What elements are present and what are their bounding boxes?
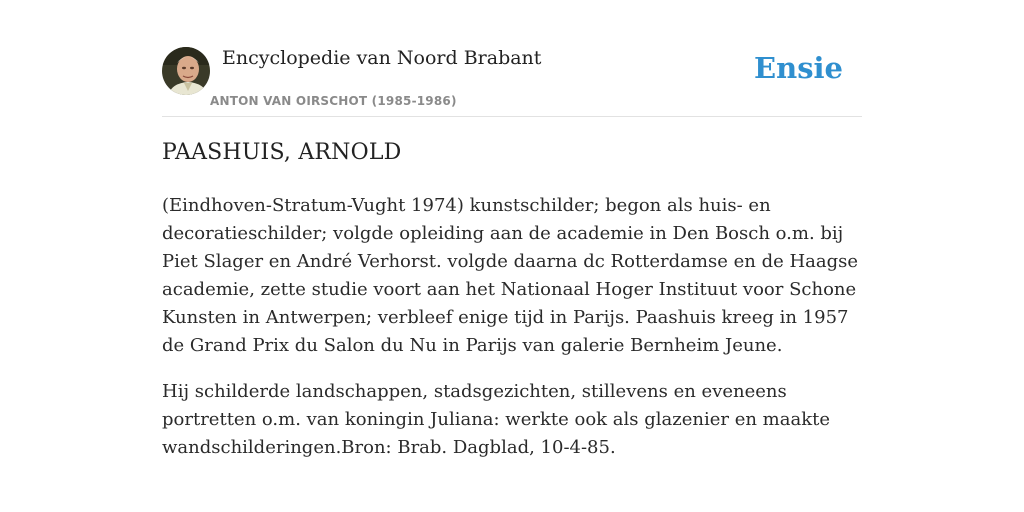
entry-paragraph: (Eindhoven-Stratum-Vught 1974) kunstschilder; begon als huis- en decoratieschilder; volgde opleiding aan de academie in Den Bosch o.m. bij Piet Slager en André Verhorst. volgde daarna dc Rotterdamse en de Haagse academie, zette studie voort aan het Nationaal Hoger Instituut voor Schone Kunsten in Antwerpen; verbleef enige tijd in Parijs. Paashuis kreeg in 1957 de Grand Prix du Salon du Nu in Parijs van galerie Bernheim Jeune. <box>162 195 859 356</box>
brand-logo[interactable]: Ensie <box>754 51 843 85</box>
author-portrait-icon <box>162 47 210 95</box>
entry-title: PAASHUIS, ARNOLD <box>162 140 402 165</box>
book-title[interactable]: Encyclopedie van Noord Brabant <box>222 47 542 69</box>
author-credit: ANTON VAN OIRSCHOT (1985-1986) <box>210 94 457 108</box>
entry-paragraph: Hij schilderde landschappen, stadsgezichten, stillevens en eveneens portretten o.m. van koningin Juliana: werkte ook als glazenier en maakte wandschilderingen.Bron: Brab. Dagblad, 10-4-85. <box>162 381 830 458</box>
avatar[interactable] <box>162 47 210 95</box>
entry-body <box>162 192 862 480</box>
header <box>162 44 862 117</box>
